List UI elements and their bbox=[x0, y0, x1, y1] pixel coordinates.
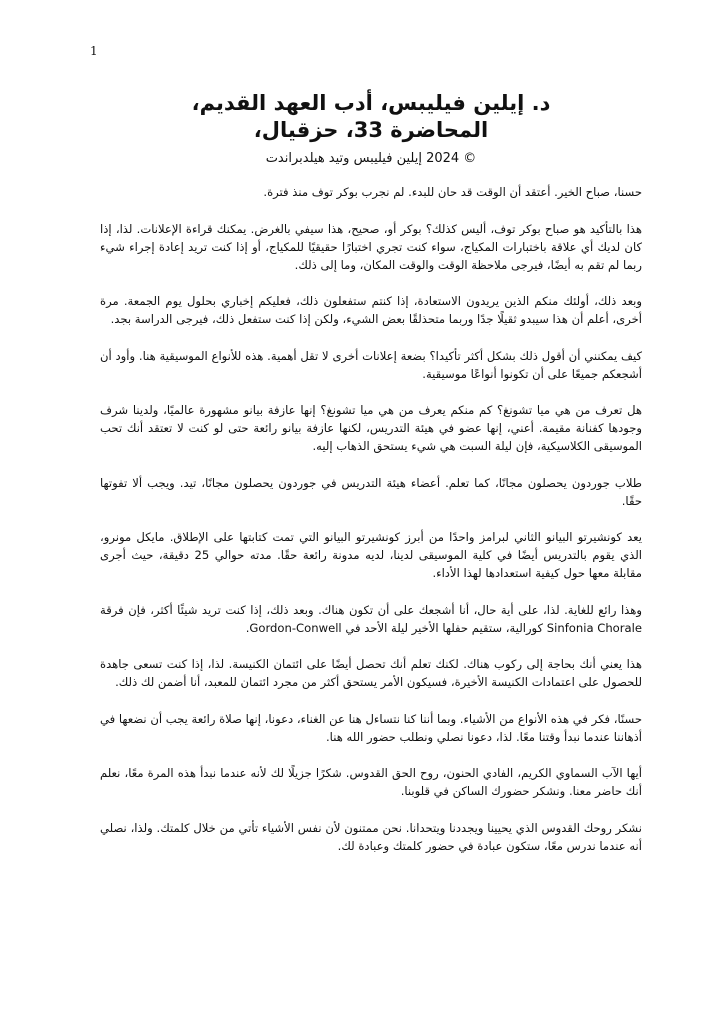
paragraph: وبعد ذلك، أولئك منكم الذين يريدون الاستعادة، إذا كنتم ستفعلون ذلك، فعليكم إخباري بحلول يوم الجمعة. مرة أخرى، أعلم أن هذا سيبدو ثقيلًا جدًا وربما متحذلقًا بعض الشيء، ولكن إذا كنت ستفعل ذلك، فيرجى الدراسة بجد. bbox=[100, 294, 642, 326]
paragraph: أيها الآب السماوي الكريم، الفادي الحنون، روح الحق القدوس. شكرًا جزيلًا لك لأنه عندما نبدأ هذه المرة معًا، نعلم أنك حاضر معنا. ونشكر حضورك الساكن في قلوبنا. bbox=[100, 766, 642, 798]
document-body bbox=[100, 90, 642, 873]
paragraph: حسنا، صباح الخير. أعتقد أن الوقت قد حان للبدء. لم نجرب بوكر توف منذ فترة. bbox=[263, 185, 642, 199]
paragraph: هل تعرف من هي ميا تشونغ؟ كم منكم يعرف من هي ميا تشونغ؟ إنها عازفة بيانو مشهورة عالميًا، ولدينا شرف وجودها كفنانة مقيمة. أعني، إنها عضو في هيئة التدريس، لكنها عازفة بيانو رائعة حتى لو كنت لا تعتقد أنك تحب الموسيقى الكلاسيكية، فإن ليلة السبت هي شيء يستحق الذهاب إليه. bbox=[100, 403, 642, 453]
paragraph: طلاب جوردون يحصلون مجانًا، كما تعلم. أعضاء هيئة التدريس في جوردون يحصلون مجانًا، تيد. ويجب ألا تفوتها حقًا. bbox=[100, 475, 642, 508]
copyright-line: © 2024 إيلين فيليبس وتيد هيلدبراندت bbox=[265, 151, 477, 166]
paragraph: كيف يمكنني أن أقول ذلك بشكل أكثر تأكيدا؟ بضعة إعلانات أخرى لا تقل أهمية. هذه للأنواع الموسيقية هنا. وأود أن أشجعكم جميعًا على أن تكونوا أنواعًا موسيقية. bbox=[100, 348, 642, 381]
paragraph: نشكر روحك القدوس الذي يحيينا ويجددنا ويتحدانا. نحن ممتنون لأن نفس الأشياء تأتي من خلال كلمتك. ولذا، نصلي أنه عندما ندرس معًا، ستكون عبادة في حضور كلمتك وعبادة لك. bbox=[100, 820, 642, 853]
paragraph: حسنًا، فكر في هذه الأنواع من الأشياء. وبما أننا كنا نتساءل هنا عن الغناء، دعونا، إنها صلاة رائعة يجب أن نضعها في أذهاننا عندما نبدأ وقتنا معًا. لذا، دعونا نصلي ونطلب حضور الله هنا. bbox=[100, 711, 642, 744]
paragraph: يعد كونشيرتو البيانو الثاني لبرامز واحدًا من أبرز كونشيرتو البيانو التي تمت كتابتها على الإطلاق. مايكل مونرو، الذي يقوم بالتدريس أيضًا في كلية الموسيقى لدينا، لديه مدونة رائعة حقًا. مدته حوالي 25 دقيقة، حيث أجرى مقابلة معها حول كيفية استعدادها لهذا الأداء. bbox=[100, 530, 642, 580]
paragraph: هذا يعني أنك بحاجة إلى ركوب هناك. لكنك تعلم أنك تحصل أيضًا على ائتمان الكنيسة. لذا، إذا كنت تسعى جاهدة للحصول على اعتمادات الكنيسة الأخيرة، فسيكون الأمر يستحق أكثر من مجرد ائتمان للمعبد، أنا أضمن لك ذلك. bbox=[100, 657, 642, 689]
paragraph: هذا بالتأكيد هو صباح بوكر توف، أليس كذلك؟ بوكر أو، صحيح، هذا سيفي بالغرض. يمكنك قراءة الإعلانات. لذا، إذا كان لديك أي علاقة باختبارات المكياج، سواء كنت تجري اختبارًا حقيقيًا للمكياج، أو إذا كنت تريد إعادة إجراء شيء ربما لم تقم به أيضًا، فيرجى ملاحظة الوقت والوقت المكان، وما إلى ذلك. bbox=[100, 221, 642, 272]
title-line: المحاضرة 33، حزقيال، bbox=[253, 118, 489, 142]
page-number: 1 bbox=[90, 44, 98, 58]
document-title bbox=[100, 90, 642, 144]
title-line: د. إيلين فيليبس، أدب العهد القديم، bbox=[191, 91, 551, 115]
paragraph: وهذا رائع للغاية. لذا، على أية حال، أنا أشجعك على أن تكون هناك. وبعد ذلك، إذا كنت تريد شيئًا أكثر، فإن فرقة Sinfonia Chorale كورالية، ستقيم حفلها الأخير ليلة الأحد في Gordon-Conwell. bbox=[100, 602, 642, 635]
